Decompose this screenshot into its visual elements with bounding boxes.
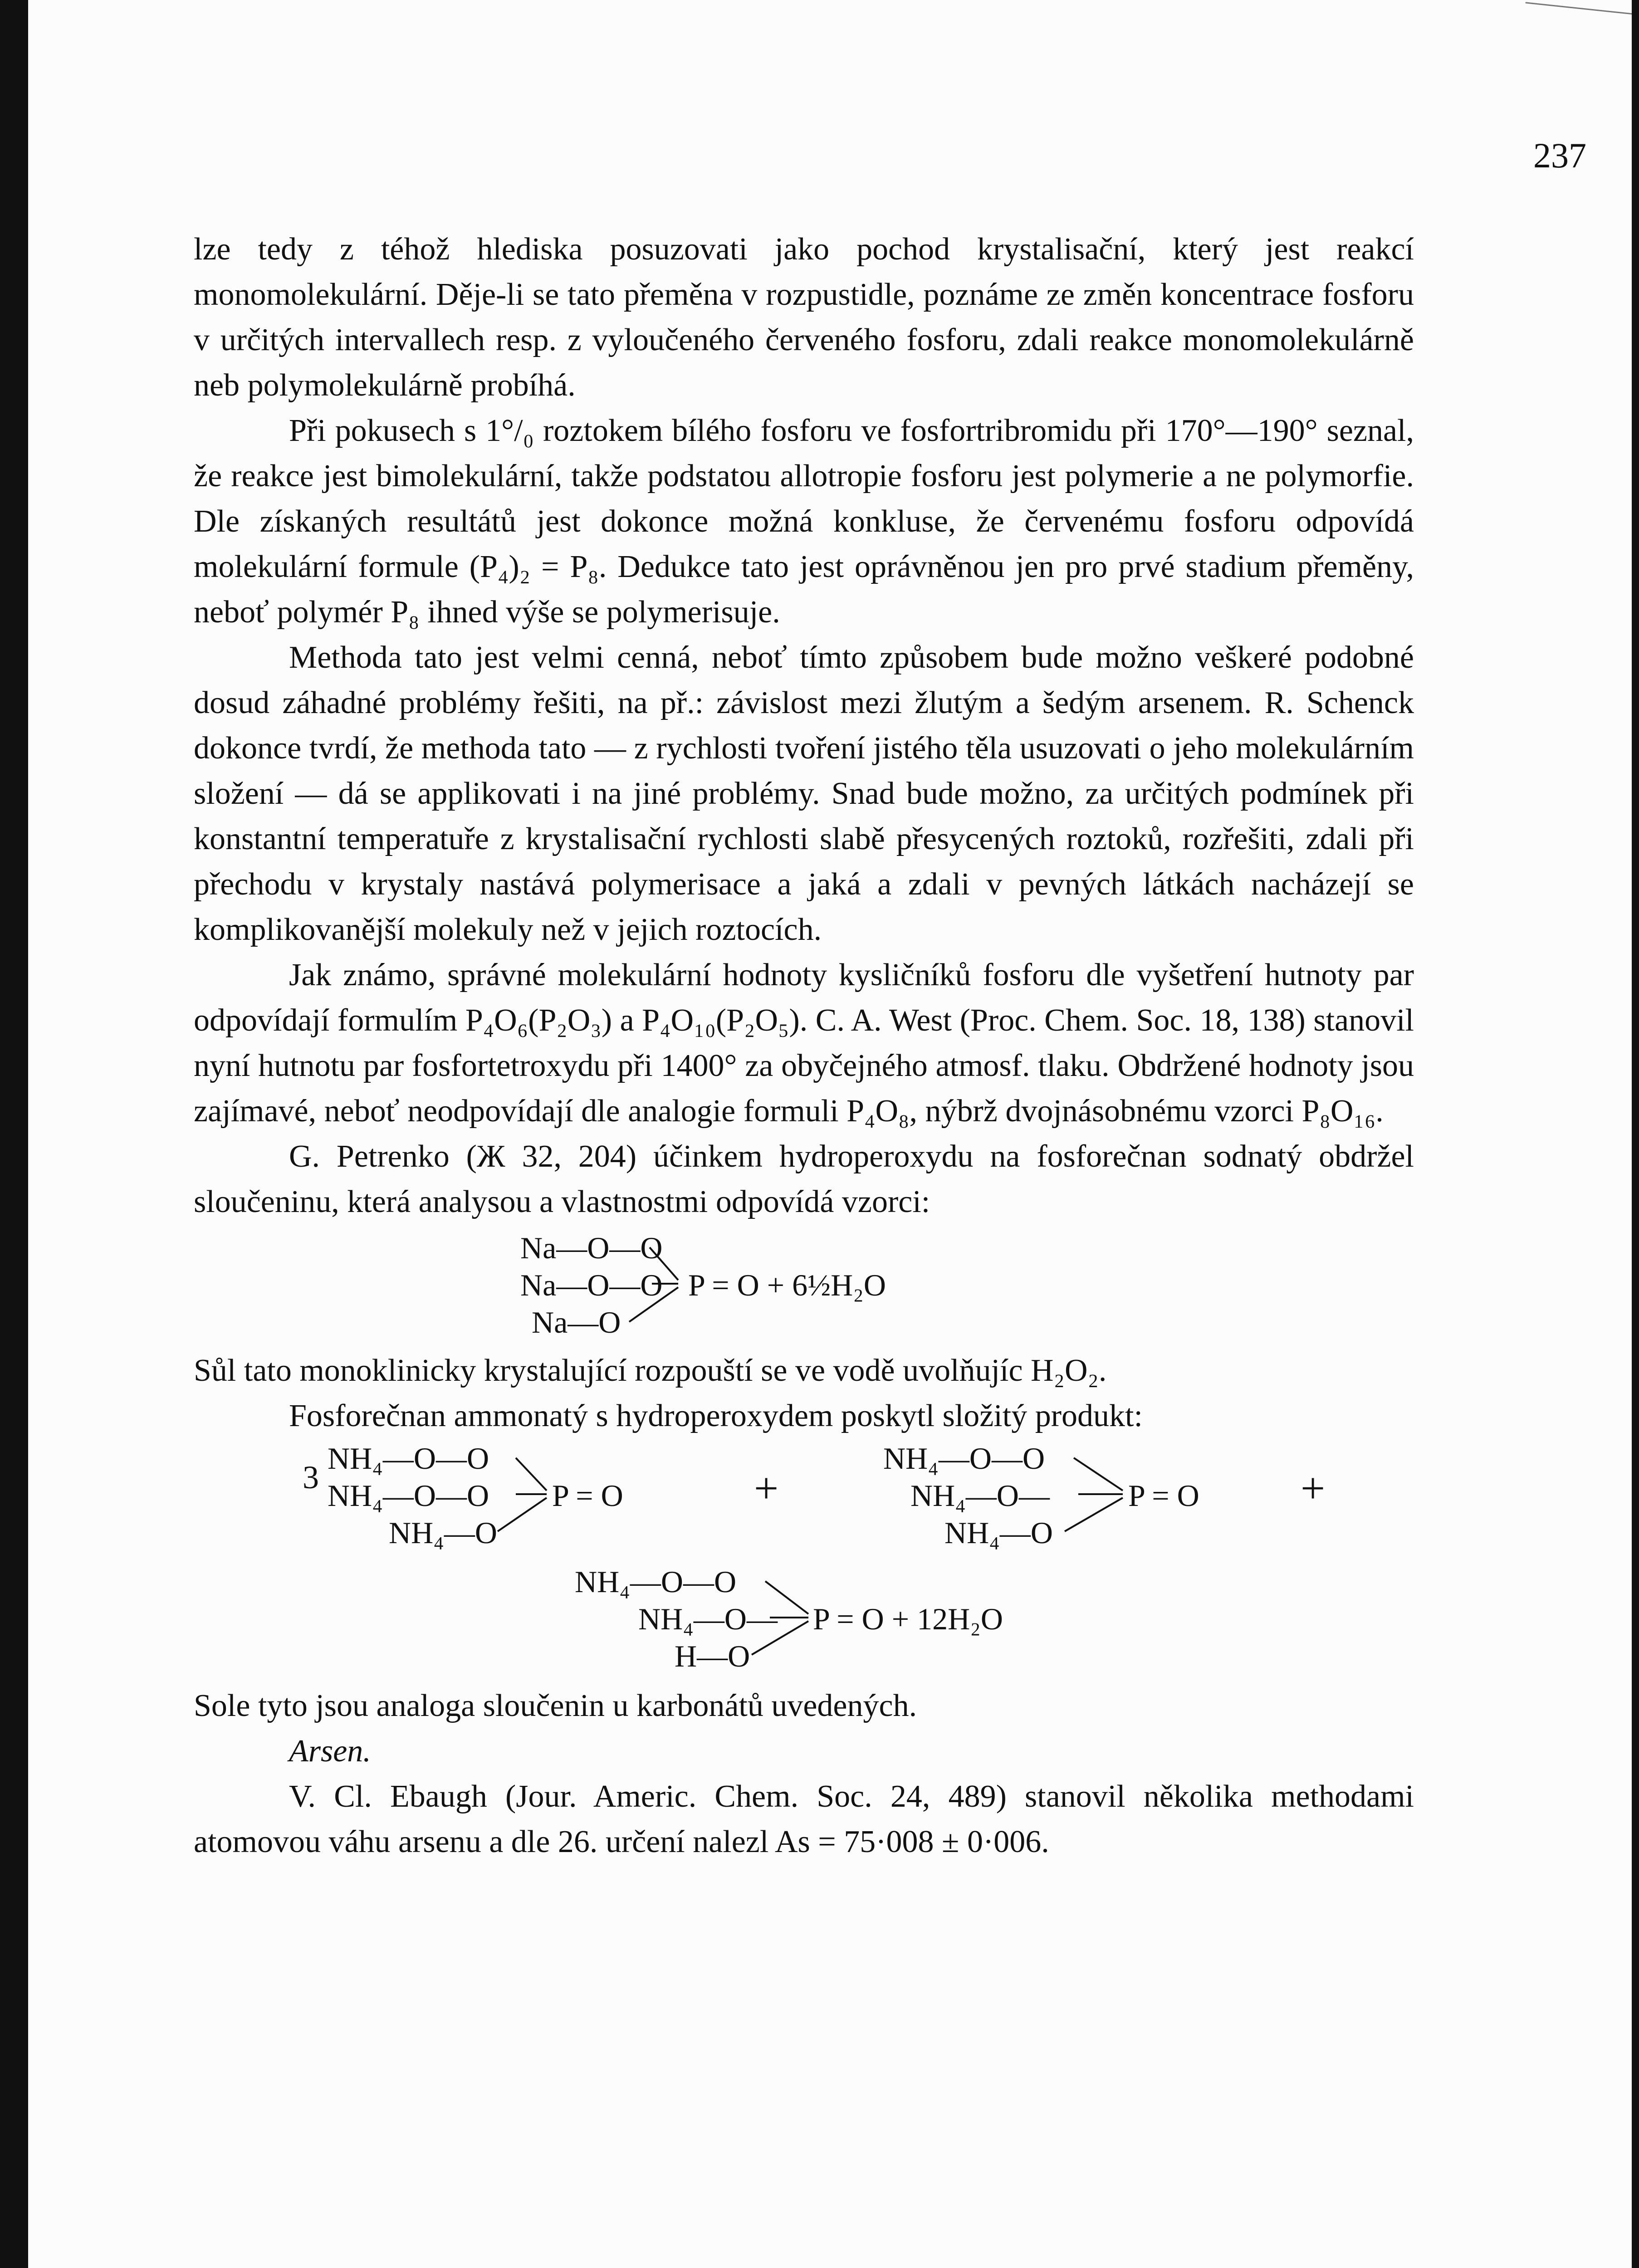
- ammonium-formula-row: [194, 1440, 1414, 1562]
- ammonium-hydrogen-formula: [194, 1563, 1414, 1683]
- paragraph-2: Při pokusech s 1°/₀ roztokem bílého fosforu ve fosfortribromidu při 170°—190° seznal, že reakce jest bimolekulární, takže podstatou allotropie fosforu jest polymerie a ne polymorfie. Dle získaných resultátů jest dokonce možná konkluse, že červenému fosforu odpovídá molekulární formule (P₄)₂ = P₈. Dedukce tato jest oprávněnou jen pro prvé stadium přeměny, neboť polymér P₈ ihned výše se polymerisuje.: [194, 413, 1414, 630]
- paragraph-6: Sůl tato monoklinicky krystalující rozpouští se ve vodě uvolňujíc H₂O₂.: [194, 1353, 1107, 1388]
- formula-line: NH₄—O—O: [328, 1478, 489, 1513]
- bond-lines: [194, 1226, 738, 1348]
- formula-line: NH₄—O—O: [883, 1441, 1045, 1476]
- formula-line: NH₄—O—O: [575, 1564, 737, 1599]
- sodium-peroxyphosphate-formula: [194, 1226, 1414, 1348]
- paragraph-7: Fosforečnan ammonatý s hydroperoxydem poskytl složitý produkt:: [289, 1398, 1143, 1433]
- formula-right: P = O + 12H₂O: [813, 1602, 1003, 1636]
- paragraph-8: Sole tyto jsou analoga sloučenin u karbonátů uvedených.: [194, 1688, 917, 1723]
- section-heading: Arsen.: [289, 1734, 371, 1769]
- paragraph-9: V. Cl. Ebaugh (Jour. Americ. Chem. Soc. 24, 489) stanovil několika methodami atomovou váhu arsenu a dle 26. určení nalezl As = 75·008 ± 0·006.: [194, 1779, 1414, 1859]
- coefficient: 3: [303, 1459, 319, 1496]
- bond-lines: [194, 1440, 1373, 1562]
- formula-line: H—O: [675, 1639, 750, 1673]
- formula-line: NH₄—O—: [910, 1478, 1050, 1513]
- page-text: [194, 227, 1414, 1865]
- formula-line: NH₄—O: [944, 1515, 1053, 1550]
- formula-line: NH₄—O—: [638, 1602, 778, 1636]
- formula-right: P = O + 6½H₂O: [688, 1268, 886, 1302]
- scan-edge-line: [1526, 2, 1632, 15]
- paragraph-1: lze tedy z téhož hlediska posuzovati jako pochod krystalisační, který jest reakcí monomolekulární. Děje-li se tato přeměna v rozpustidle, poznáme ze změn koncentrace fosforu v určitých intervallech resp. z vyloučeného červeného fosforu, zdali reakce monomolekulárně neb polymolekulárně probíhá.: [194, 232, 1414, 403]
- formula-line: NH₄—O—O: [328, 1441, 489, 1476]
- paragraph-5: G. Petrenko (Ж 32, 204) účinkem hydroperoxydu na fosforečnan sodnatý obdržel sloučeninu, která analysou a vlastnostmi odpovídá vzorci:: [194, 1139, 1414, 1219]
- formula-right: P = O: [1128, 1478, 1199, 1513]
- formula-line: Na—O: [532, 1305, 621, 1339]
- plus-sign: +: [1301, 1464, 1326, 1512]
- paragraph-4: Jak známo, správné molekulární hodnoty kysličníků fosforu dle vyšetření hutnoty par odpovídají formulím P₄O₆(P₂O₃) a P₄O₁₀(P₂O₅). C. A. West (Proc. Chem. Soc. 18, 138) stanovil nyní hutnotu par fosfortetroxydu při 1400° za obyčejného atmosf. tlaku. Obdržené hodnoty jsou zajímavé, neboť neodpovídají dle analogie formuli P₄O₈, nýbrž dvojnásobnému vzorci P₈O₁₆.: [194, 958, 1414, 1129]
- formula-line: NH₄—O: [389, 1515, 498, 1550]
- paragraph-3: Methoda tato jest velmi cenná, neboť tímto způsobem bude možno veškeré podobné dosud záhadné problémy řešiti, na př.: závislost mezi žlutým a šedým arsenem. R. Schenck dokonce tvrdí, že methoda tato — z rychlosti tvoření jistého těla usuzovati o jeho molekulárním složení — dá se applikovati i na jiné problémy. Snad bude možno, za určitých podmínek při konstantní temperatuře z krystalisační rychlosti slabě přesycených roztoků, rozřešiti, zdali při přechodu v krystaly nastává polymerisace a jaká a zdali v pevných látkách nacházejí se komplikovanější molekuly než v jejich roztocích.: [194, 640, 1414, 947]
- page-number: 237: [1533, 136, 1586, 175]
- bond-lines: [194, 1563, 1010, 1683]
- formula-right: P = O: [552, 1478, 623, 1513]
- formula-line: Na—O—O: [520, 1231, 663, 1265]
- formula-line: Na—O—O: [520, 1268, 663, 1302]
- plus-sign: +: [754, 1464, 779, 1512]
- book-page: [28, 0, 1632, 2268]
